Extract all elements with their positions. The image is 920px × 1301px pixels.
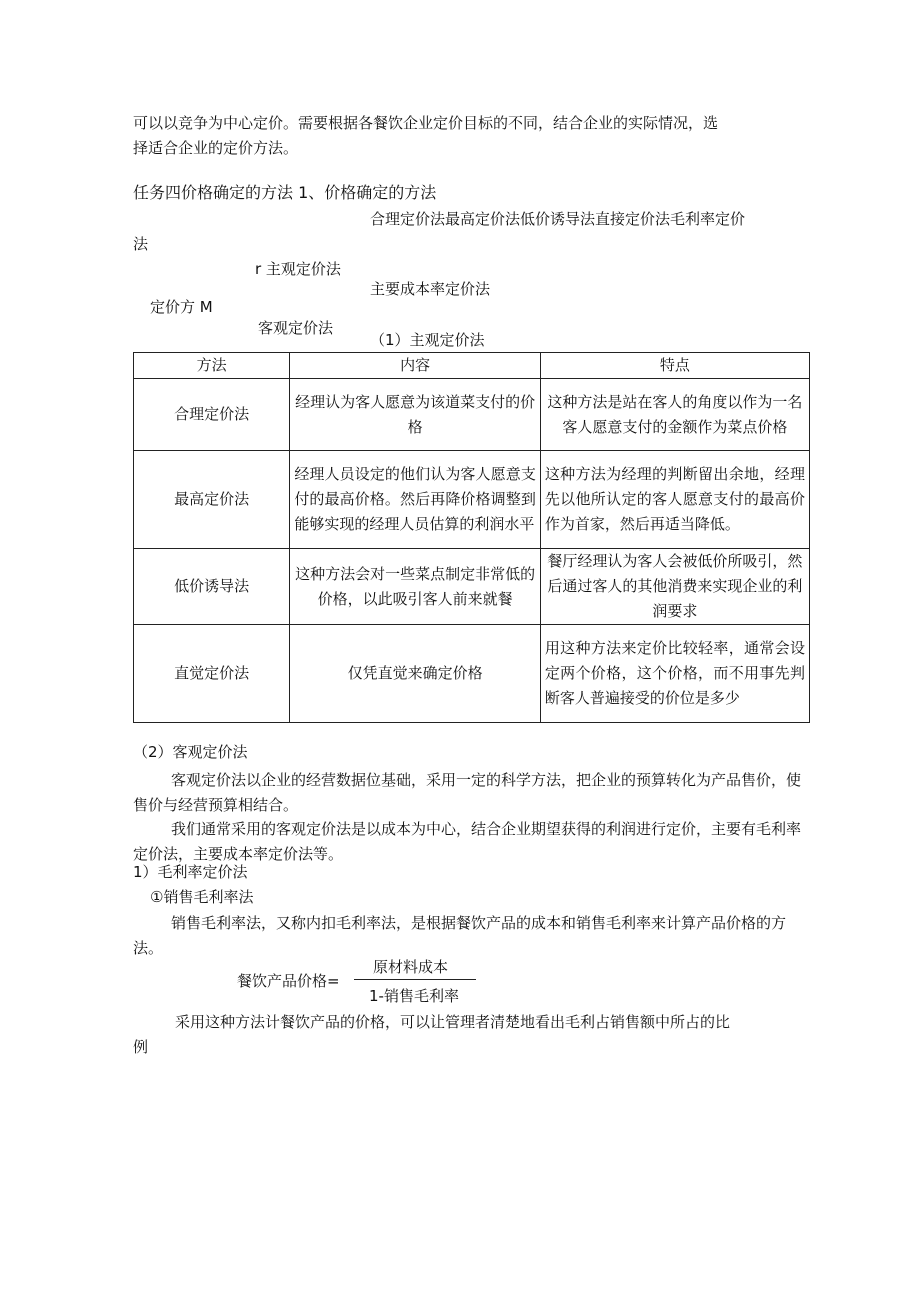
header-method: 方法 bbox=[134, 353, 290, 379]
methods-list-line-2: 法 bbox=[133, 235, 149, 253]
table-header-row bbox=[134, 353, 810, 379]
row-content: 经理人员设定的他们认为客人愿意支付的最高价格。然后再降价格调整到能够实现的经理人员估算的利润水平 bbox=[290, 451, 541, 549]
diagram-cost-rate: 主要成本率定价法 bbox=[370, 280, 491, 298]
row-method: 合理定价法 bbox=[134, 379, 290, 451]
row-content: 这种方法会对一些菜点制定非常低的价格，以此吸引客人前来就餐 bbox=[290, 549, 541, 625]
diagram-subjective: r 主观定价法 bbox=[255, 260, 341, 278]
row-content: 仅凭直觉来确定价格 bbox=[290, 625, 541, 723]
table-caption: （1）主观定价法 bbox=[370, 331, 485, 349]
subsection-1-title: 1）毛利率定价法 bbox=[133, 863, 248, 881]
row-method: 直觉定价法 bbox=[134, 625, 290, 723]
table-row bbox=[134, 549, 810, 625]
row-feature: 餐厅经理认为客人会被低价所吸引，然后通过客人的其他消费来实现企业的利润要求 bbox=[540, 549, 809, 625]
header-content: 内容 bbox=[290, 353, 541, 379]
formula-numerator: 原材料成本 bbox=[373, 958, 449, 976]
section-2-paragraph-2: 我们通常采用的客观定价法是以成本为中心，结合企业期望获得的利润进行定价，主要有毛利率定价法，主要成本率定价法等。 bbox=[133, 820, 802, 863]
row-feature: 这种方法为经理的判断留出余地，经理先以他所认定的客人愿意支付的最高价作为首家，然后再适当降低。 bbox=[540, 451, 809, 549]
intro-line-1: 可以以竞争为中心定价。需要根据各餐饮企业定价目标的不同，结合企业的实际情况，选 bbox=[133, 114, 719, 132]
subsection-1a-paragraph: 销售毛利率法，又称内扣毛利率法，是根据餐饮产品的成本和销售毛利率来计算产品价格的方法。 bbox=[133, 914, 787, 957]
table-row bbox=[134, 451, 810, 549]
header-feature: 特点 bbox=[540, 353, 809, 379]
subsection-1a-title: ①销售毛利率法 bbox=[150, 888, 254, 906]
task-title: 任务四价格确定的方法 1、价格确定的方法 bbox=[133, 183, 437, 202]
diagram-objective: 客观定价法 bbox=[258, 319, 334, 337]
row-content: 经理认为客人愿意为该道菜支付的价格 bbox=[290, 379, 541, 451]
section-2-paragraph-1: 客观定价法以企业的经营数据位基础，采用一定的科学方法，把企业的预算转化为产品售价，使售价与经营预算相结合。 bbox=[133, 771, 802, 814]
section-2-title: （2）客观定价法 bbox=[133, 743, 248, 761]
row-feature: 这种方法是站在客人的角度以作为一名客人愿意支付的金额作为菜点价格 bbox=[540, 379, 809, 451]
formula-denominator: 1-销售毛利率 bbox=[369, 987, 459, 1005]
formula-lhs: 餐饮产品价格= bbox=[237, 972, 340, 990]
pricing-methods-table bbox=[133, 352, 810, 723]
table-row bbox=[134, 379, 810, 451]
closing-line-1: 采用这种方法计餐饮产品的价格，可以让管理者清楚地看出毛利占销售额中所占的比 bbox=[175, 1013, 731, 1031]
row-method: 最高定价法 bbox=[134, 451, 290, 549]
intro-line-2: 择适合企业的定价方法。 bbox=[133, 139, 299, 157]
row-method: 低价诱导法 bbox=[134, 549, 290, 625]
table-row bbox=[134, 625, 810, 723]
row-feature: 用这种方法来定价比较轻率，通常会设定两个价格，这个价格，而不用事先判断客人普遍接受的价位是多少 bbox=[540, 625, 809, 723]
methods-list-line-1: 合理定价法最高定价法低价诱导法直接定价法毛利率定价 bbox=[370, 210, 746, 228]
closing-line-2: 例 bbox=[133, 1038, 149, 1056]
diagram-root: 定价方 M bbox=[150, 298, 213, 316]
formula-fraction-line bbox=[354, 979, 476, 980]
